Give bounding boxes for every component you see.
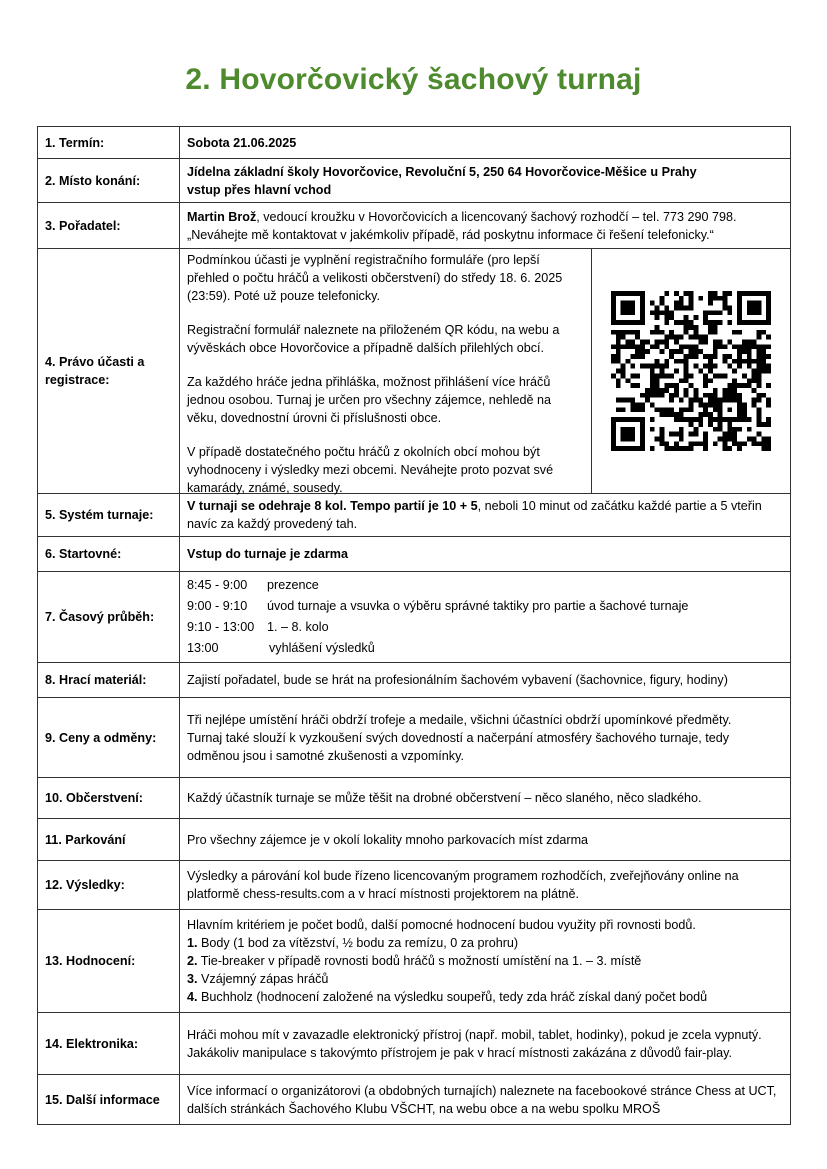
- organizer-name: Martin Brož: [187, 209, 257, 224]
- row-label: 6. Startovné:: [38, 537, 180, 572]
- table-row: [38, 778, 791, 819]
- registration-rules: Za každého hráče jedna přihláška, možnost přihlášení více hráčů jednou osobou. Turnaj je určen pro všechny zájemce, nehledě na věku, dovednostní úrovni či příslušnosti obce.: [187, 375, 552, 425]
- refreshments-value: Každý účastník turnaje se může těšit na drobné občerstvení – něco slaného, něco sladkého.: [180, 778, 791, 819]
- tournament-info-table: [37, 126, 791, 1125]
- table-row: [38, 819, 791, 861]
- scoring-item: 4. Buchholz (hodnocení založené na výsledku soupeřů, tedy zda hráč získal daný počet bodů: [187, 990, 708, 1004]
- row-label: 3. Pořadatel:: [38, 203, 180, 249]
- table-row: [38, 572, 791, 663]
- page-title: 2. Hovorčovický šachový turnaj: [185, 63, 642, 96]
- registration-form-info: Registrační formulář naleznete na přiloženém QR kódu, na webu a vývěskách obce Hovorčovice a případně dalších přilehlých obcí.: [187, 323, 560, 355]
- prizes-value: [180, 698, 791, 778]
- scoring-item: 3. Vzájemný zápas hráčů: [187, 972, 329, 986]
- system-rest: , neboli 10 minut od začátku každé partie a 5 vteřin navíc za každý provedený tah.: [187, 499, 762, 531]
- entry-fee-value: Vstup do turnaje je zdarma: [180, 537, 791, 572]
- venue-entrance: vstup přes hlavní vchod: [187, 182, 332, 197]
- organizer-text: , vedoucí kroužku v Hovorčovicích a licencovaný šachový rozhodčí – tel. 773 290 798.: [256, 209, 737, 224]
- row-label: 7. Časový průběh:: [38, 572, 180, 663]
- table-row: [38, 910, 791, 1013]
- row-label: 1. Termín:: [38, 127, 180, 159]
- registration-text: [180, 249, 592, 493]
- row-label: 4. Právo účasti a registrace:: [38, 249, 180, 494]
- row-label: 5. Systém turnaje:: [38, 494, 180, 537]
- row-label: 2. Místo konání:: [38, 159, 180, 203]
- registration-cell: [180, 249, 791, 494]
- qr-container: [592, 249, 790, 493]
- schedule-item: 9:00 - 9:10 úvod turnaje a vsuvka o výběru správné taktiky pro partie a šachové turnaje: [187, 599, 689, 613]
- schedule-item: 8:45 - 9:00 prezence: [187, 578, 319, 592]
- schedule-item: 9:10 - 13:00 1. – 8. kolo: [187, 620, 329, 634]
- table-row: [38, 203, 791, 249]
- system-value: [180, 494, 791, 537]
- row-label: 12. Výsledky:: [38, 861, 180, 910]
- scoring-item: 2. Tie-breaker v případě rovnosti bodů hráčů s možností umístění na 1. – 3. místě: [187, 954, 642, 968]
- registration-villages: V případě dostatečného počtu hráčů z okolních obcí mohou být vyhodnoceny i výsledky mezi obcemi. Neváhejte proto pozvat své kamarády, známé, sousedy.: [187, 445, 554, 495]
- scoring-item: 1. Body (1 bod za vítězství, ½ bodu za remízu, 0 za prohru): [187, 936, 519, 950]
- parking-value: Pro všechny zájemce je v okolí lokality mnoho parkovacích míst zdarma: [180, 819, 791, 861]
- more-info-value: Více informací o organizátorovi (a obdobných turnajích) naleznete na facebookové stránce Chess at UCT, dalších stránkách Šachového Klubu VŠCHT, na webu obce a na webu spolku MROŠ: [180, 1075, 791, 1125]
- row-label: 13. Hodnocení:: [38, 910, 180, 1013]
- row-label: 15. Další informace: [38, 1075, 180, 1125]
- date-value: Sobota 21.06.2025: [180, 127, 791, 159]
- table-row: [38, 1013, 791, 1075]
- material-value: Zajistí pořadatel, bude se hrát na profesionálním šachovém vybavení (šachovnice, figury, hodiny): [180, 663, 791, 698]
- system-bold: V turnaji se odehraje 8 kol. Tempo partií je 10 + 5: [187, 499, 478, 513]
- table-row: [38, 663, 791, 698]
- organizer-value: [180, 203, 791, 249]
- venue-value: [180, 159, 791, 203]
- electronics-value: Hráči mohou mít v zavazadle elektronický přístroj (např. mobil, tablet, hodinky), pokud je zcela vypnutý. Jakákoliv manipulace s takovýmto přístrojem je pak v hrací místnosti zakázána z důvodů fair-play.: [180, 1013, 791, 1075]
- table-row: [38, 537, 791, 572]
- schedule-value: [180, 572, 791, 663]
- results-value: Výsledky a párování kol bude řízeno licencovaným programem rozhodčích, zveřejňovány online na platformě chess-results.com a v hrací místnosti projektorem na plátně.: [180, 861, 791, 910]
- table-row: [38, 159, 791, 203]
- venue-address: Jídelna základní školy Hovorčovice, Revoluční 5, 250 64 Hovorčovice-Měšice u Prahy: [187, 164, 697, 179]
- row-label: 8. Hrací materiál:: [38, 663, 180, 698]
- table-row: [38, 861, 791, 910]
- qr-code-icon[interactable]: [611, 291, 771, 451]
- table-row: [38, 698, 791, 778]
- scoring-value: [180, 910, 791, 1013]
- row-label: 9. Ceny a odměny:: [38, 698, 180, 778]
- prizes-text: Tři nejlépe umístění hráči obdrží trofeje a medaile, všichni účastníci obdrží upomínkové předměty.: [187, 712, 732, 727]
- prizes-experience: Turnaj také slouží k vyzkoušení svých dovedností a načerpání atmosféry šachového turnaje, tedy odměnou jsou i samotné zkušenosti a vzpomínky.: [187, 730, 730, 763]
- table-row: [38, 249, 791, 494]
- table-row: [38, 1075, 791, 1125]
- registration-deadline: Podmínkou účasti je vyplnění registračního formuláře (pro lepší přehled o počtu hráčů a velikosti občerstvení) do středy 18. 6. 2025 (23:59). Poté už pouze telefonicky.: [187, 253, 563, 303]
- table-row: [38, 127, 791, 159]
- scoring-intro: Hlavním kritériem je počet bodů, další pomocné hodnocení budou využity při rovnosti bodů.: [187, 918, 696, 932]
- table-row: [38, 494, 791, 537]
- row-label: 10. Občerstvení:: [38, 778, 180, 819]
- schedule-item: 13:00 vyhlášení výsledků: [187, 641, 375, 655]
- organizer-quote: „Neváhejte mě kontaktovat v jakémkoliv případě, rád poskytnu informace či řešení telefonicky.“: [187, 227, 714, 242]
- row-label: 11. Parkování: [38, 819, 180, 861]
- row-label: 14. Elektronika:: [38, 1013, 180, 1075]
